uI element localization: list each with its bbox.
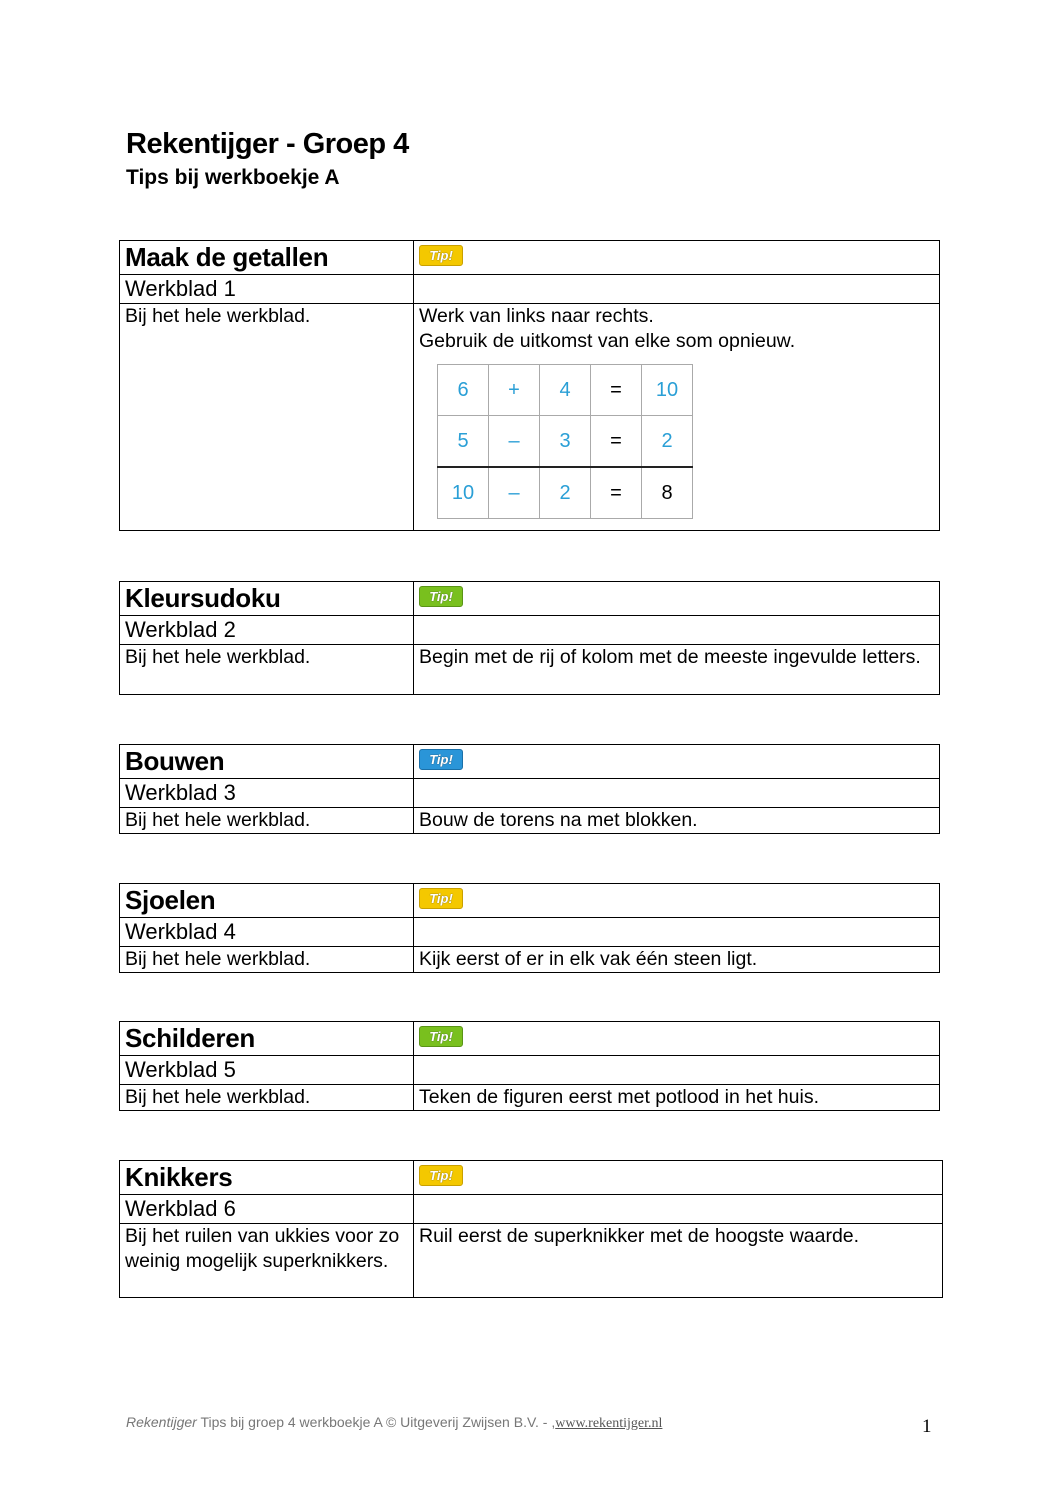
tip-scope: Bij het ruilen van ukkies voor zo weinig mogelijk superknikkers. [120, 1224, 414, 1298]
tip-table-knikkers [119, 1160, 943, 1298]
grid-cell: + [489, 365, 540, 416]
section-title: Sjoelen [120, 884, 414, 918]
grid-cell: 2 [540, 467, 591, 519]
tip-scope: Bij het hele werkblad. [120, 808, 414, 834]
tip-text: Begin met de rij of kolom met de meeste ingevulde letters. [414, 645, 940, 695]
tip-text: Bouw de torens na met blokken. [414, 808, 940, 834]
grid-cell: 10 [642, 365, 693, 416]
tip-table-maak-de-getallen [119, 240, 940, 531]
tip-badge-icon: Tip! [419, 1026, 463, 1047]
tip-scope: Bij het hele werkblad. [120, 645, 414, 695]
grid-cell: 8 [642, 467, 693, 519]
tip-table-bouwen [119, 744, 940, 834]
tip-scope: Bij het hele werkblad. [120, 947, 414, 973]
section-title: Maak de getallen [120, 241, 414, 275]
werkblad-label: Werkblad 3 [120, 779, 414, 808]
section-title: Knikkers [120, 1161, 414, 1195]
tip-badge-icon: Tip! [419, 586, 463, 607]
section-title: Kleursudoku [120, 582, 414, 616]
grid-cell: – [489, 467, 540, 519]
werkblad-label: Werkblad 2 [120, 616, 414, 645]
grid-cell: = [591, 467, 642, 519]
grid-cell: 5 [438, 416, 489, 468]
page-title: Rekentijger - Groep 4 [126, 128, 409, 160]
section-title: Schilderen [120, 1022, 414, 1056]
page-subtitle: Tips bij werkboekje A [126, 166, 340, 189]
footer-link[interactable]: www.rekentijger.nl [555, 1416, 663, 1431]
footer [126, 1414, 662, 1432]
tip-badge-icon: Tip! [419, 1165, 463, 1186]
tip-text: Teken de figuren eerst met potlood in het huis. [414, 1085, 940, 1111]
tip-table-sjoelen [119, 883, 940, 973]
tip-scope: Bij het hele werkblad. [120, 304, 414, 531]
grid-cell: = [591, 365, 642, 416]
footer-text: Tips bij groep 4 werkboekje A © Uitgeverij Zwijsen B.V. - , [200, 1414, 556, 1430]
werkblad-label: Werkblad 4 [120, 918, 414, 947]
tip-badge-icon: Tip! [419, 888, 463, 909]
tip-text: Ruil eerst de superknikker met de hoogste waarde. [414, 1224, 943, 1298]
tip-line: Gebruik de uitkomst van elke som opnieuw. [419, 330, 796, 352]
tip-table-schilderen [119, 1021, 940, 1111]
tip-table-kleursudoku [119, 581, 940, 695]
grid-cell: 10 [438, 467, 489, 519]
footer-brand: Rekentijger [126, 1414, 197, 1430]
grid-cell: 3 [540, 416, 591, 468]
grid-cell: 6 [438, 365, 489, 416]
werkblad-label: Werkblad 6 [120, 1195, 414, 1224]
tip-line: Werk van links naar rechts. [419, 305, 654, 327]
tip-text: Kijk eerst of er in elk vak één steen ligt. [414, 947, 940, 973]
tip-badge-icon: Tip! [419, 245, 463, 266]
grid-cell: 2 [642, 416, 693, 468]
calculation-grid [437, 364, 693, 519]
grid-cell: 4 [540, 365, 591, 416]
werkblad-label: Werkblad 1 [120, 275, 414, 304]
tip-scope: Bij het hele werkblad. [120, 1085, 414, 1111]
grid-cell: – [489, 416, 540, 468]
section-title: Bouwen [120, 745, 414, 779]
werkblad-label: Werkblad 5 [120, 1056, 414, 1085]
page-number: 1 [922, 1416, 932, 1437]
tip-badge-icon: Tip! [419, 749, 463, 770]
grid-cell: = [591, 416, 642, 468]
